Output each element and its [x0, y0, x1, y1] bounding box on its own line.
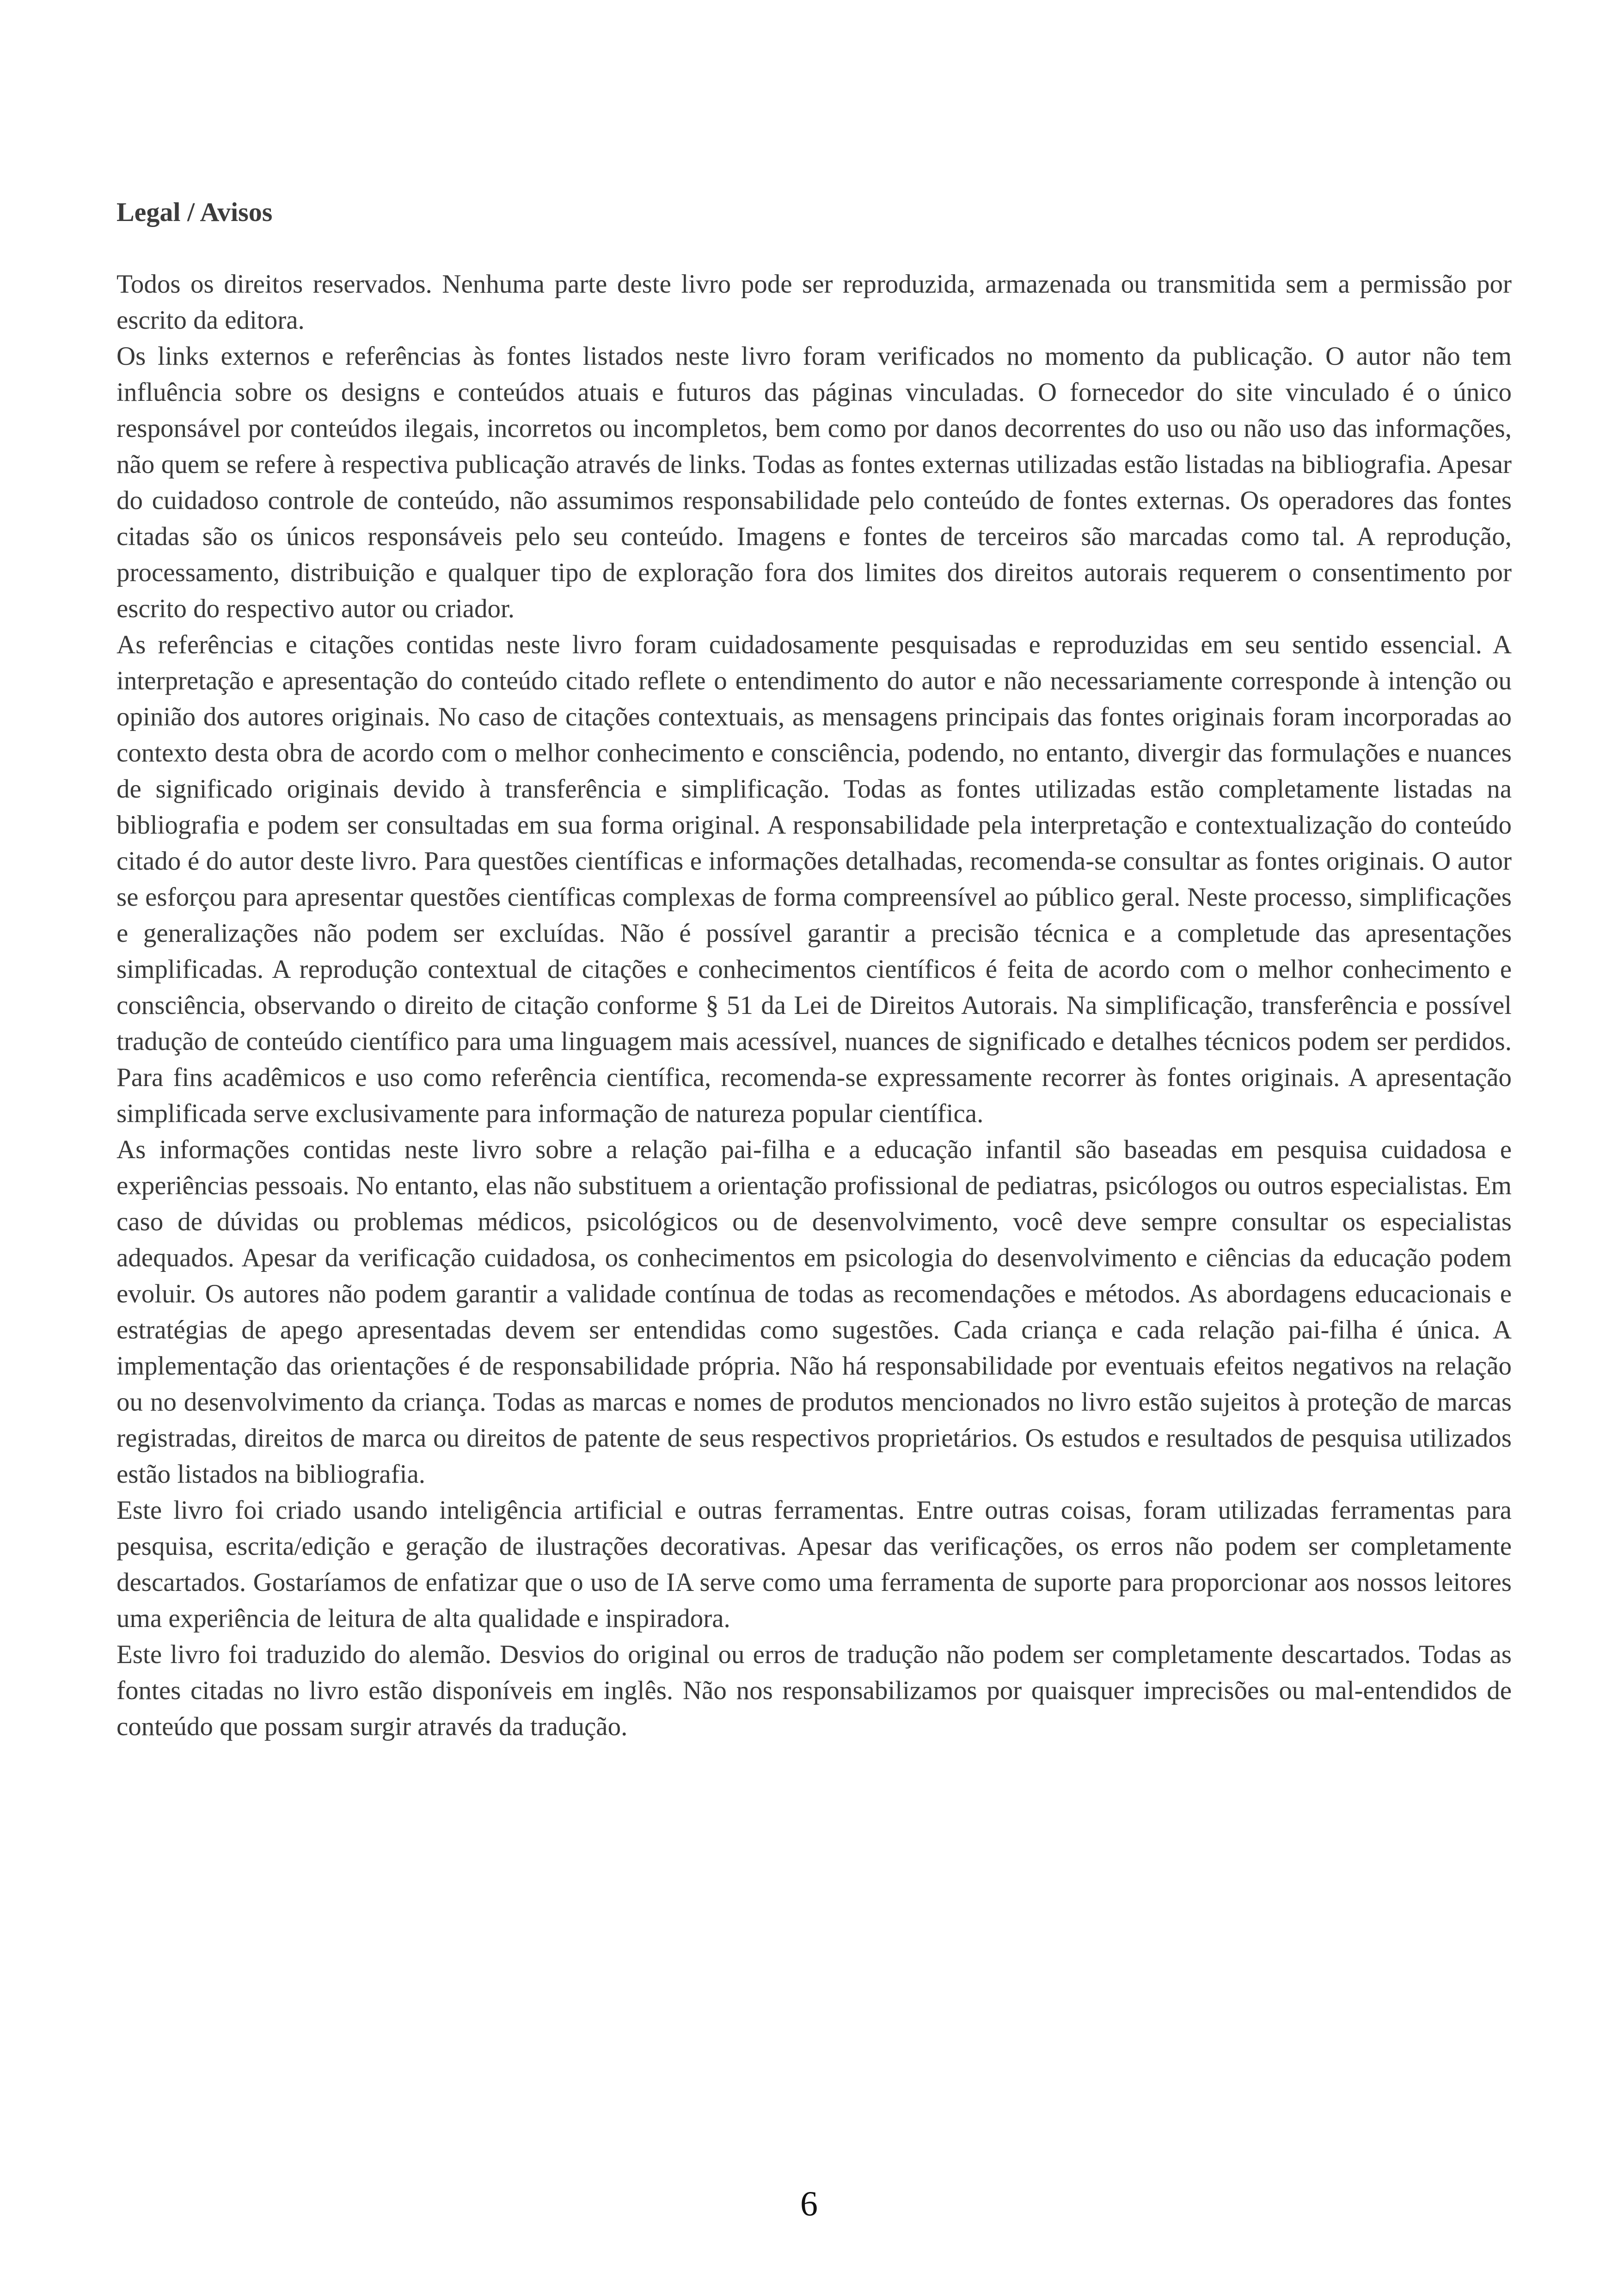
legal-notice-section: [116, 194, 1512, 1745]
paragraph-ai-usage: Este livro foi criado usando inteligência artificial e outras ferramentas. Entre outras coisas, foram utilizadas ferramentas para pesquisa, escrita/edição e geração de ilustrações decorativas. Apesar das verificações, os erros não podem ser completamente descartados. Gostaríamos de enfatizar que o uso de IA serve como uma ferramenta de suporte para proporcionar aos nossos leitores uma experiência de leitura de alta qualidade e inspiradora.: [116, 1496, 1512, 1633]
paragraph-parenting-disclaimer: As informações contidas neste livro sobre a relação pai-filha e a educação infantil são baseadas em pesquisa cuidadosa e experiências pessoais. No entanto, elas não substituem a orientação profissional de pediatras, psicólogos ou outros especialistas. Em caso de dúvidas ou problemas médicos, psicológicos ou de desenvolvimento, você deve sempre consultar os especialistas adequados. Apesar da verificação cuidadosa, os conhecimentos em psicologia do desenvolvimento e ciências da educação podem evoluir. Os autores não podem garantir a validade contínua de todas as recomendações e métodos. As abordagens educacionais e estratégias de apego apresentadas devem ser entendidas como sugestões. Cada criança e cada relação pai-filha é única. A implementação das orientações é de responsabilidade própria. Não há responsabilidade por eventuais efeitos negativos na relação ou no desenvolvimento da criança. Todas as marcas e nomes de produtos mencionados no livro estão sujeitos à proteção de marcas registradas, direitos de marca ou direitos de patente de seus respectivos proprietários. Os estudos e resultados de pesquisa utilizados estão listados na bibliografia.: [116, 1135, 1512, 1489]
paragraph-external-links: Os links externos e referências às fontes listados neste livro foram verificados no momento da publicação. O autor não tem influência sobre os designs e conteúdos atuais e futuros das páginas vinculadas. O fornecedor do site vinculado é o único responsável por conteúdos ilegais, incorretos ou incompletos, bem como por danos decorrentes do uso ou não uso das informações, não quem se refere à respectiva publicação através de links. Todas as fontes externas utilizadas estão listadas na bibliografia. Apesar do cuidadoso controle de conteúdo, não assumimos responsabilidade pelo conteúdo de fontes externas. Os operadores das fontes citadas são os únicos responsáveis pelo seu conteúdo. Imagens e fontes de terceiros são marcadas como tal. A reprodução, processamento, distribuição e qualquer tipo de exploração fora dos limites dos direitos autorais requerem o consentimento por escrito do respectivo autor ou criador.: [116, 342, 1512, 623]
page-number: 6: [800, 2185, 818, 2223]
paragraph-citations: As referências e citações contidas neste livro foram cuidadosamente pesquisadas e reproduzidas em seu sentido essencial. A interpretação e apresentação do conteúdo citado reflete o entendimento do autor e não necessariamente corresponde à intenção ou opinião dos autores originais. No caso de citações contextuais, as mensagens principais das fontes originais foram incorporadas ao contexto desta obra de acordo com o melhor conhecimento e consciência, podendo, no entanto, divergir das formulações e nuances de significado originais devido à transferência e simplificação. Todas as fontes utilizadas estão completamente listadas na bibliografia e podem ser consultadas em sua forma original. A responsabilidade pela interpretação e contextualização do conteúdo citado é do autor deste livro. Para questões científicas e informações detalhadas, recomenda-se consultar as fontes originais. O autor se esforçou para apresentar questões científicas complexas de forma compreensível ao público geral. Neste processo, simplificações e generalizações não podem ser excluídas. Não é possível garantir a precisão técnica e a completude das apresentações simplificadas. A reprodução contextual de citações e conhecimentos científicos é feita de acordo com o melhor conhecimento e consciência, observando o direito de citação conforme § 51 da Lei de Direitos Autorais. Na simplificação, transferência e possível tradução de conteúdo científico para uma linguagem mais acessível, nuances de significado e detalhes técnicos podem ser perdidos. Para fins acadêmicos e uso como referência científica, recomenda-se expressamente recorrer às fontes originais. A apresentação simplificada serve exclusivamente para informação de natureza popular científica.: [116, 630, 1512, 1128]
section-heading: Legal / Avisos: [116, 197, 273, 227]
paragraph-rights: Todos os direitos reservados. Nenhuma parte deste livro pode ser reproduzida, armazenada ou transmitida sem a permissão por escrito da editora.: [116, 270, 1512, 335]
paragraph-translation: Este livro foi traduzido do alemão. Desvios do original ou erros de tradução não podem ser completamente descartados. Todas as fontes citadas no livro estão disponíveis em inglês. Não nos responsabilizamos por quaisquer imprecisões ou mal-entendidos de conteúdo que possam surgir através da tradução.: [116, 1640, 1512, 1741]
